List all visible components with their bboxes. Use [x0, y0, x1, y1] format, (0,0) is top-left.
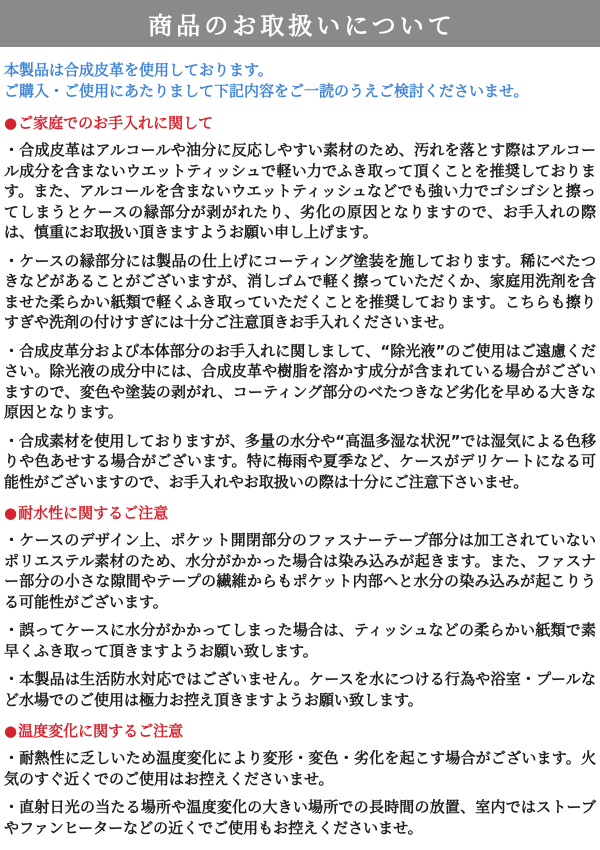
- intro-line-2: ご購入・ご使用にあたりまして下記内容をご一読のうえご検討くださいませ。: [4, 82, 529, 100]
- section-heading-text: 耐水性に関するご注意: [18, 504, 169, 522]
- intro-note: [4, 60, 596, 102]
- paragraph: ・合成皮革分および本体部分のお手入れに関しまして、“除光液”のご使用はご遠慮ください。除光液の成分中には、合成皮革や樹脂を溶かす成分が含まれている場合がございますので、変色や塗装の剥がれ、コーティング部分のべたつきなど劣化を早める大きな原因となります。: [4, 341, 596, 421]
- bullet-circle-icon: ●: [4, 114, 18, 132]
- page-content: [0, 60, 600, 848]
- intro-line-1: 本製品は合成皮革を使用しております。: [4, 61, 273, 79]
- paragraph: ・直射日光の当たる場所や温度変化の大きい場所での長時間の放置、室内ではストーブやファンヒーターなどの近くでご使用もお控えくださいませ。: [4, 798, 596, 837]
- paragraph: ・合成素材を使用しておりますが、多量の水分や“高温多湿な状況”では湿気による色移りや色あせする場合がございます。特に梅雨や夏季など、ケースがデリケートになる可能性がございますので、お手入れやお取扱いの際は十分にご注意下さいませ。: [4, 431, 596, 491]
- paragraph: ・ケースのデザイン上、ポケット開閉部分のファスナーテープ部分は加工されていないポリエステル素材のため、水分がかかった場合は染み込みが起きます。また、ファスナー部分の小さな隙間やテープの繊維からもポケット内部へと水分の染み込みが起こりうる可能性がございます。: [4, 531, 596, 611]
- section-temperature-change: [4, 722, 596, 838]
- page-title: 商品のお取扱いについて: [148, 12, 456, 40]
- section-home-care: [4, 114, 596, 492]
- bullet-circle-icon: ●: [4, 722, 18, 740]
- section-heading-text: ご家庭でのお手入れに関して: [18, 114, 214, 132]
- paragraph: ・耐熱性に乏しいため温度変化により変形・変色・劣化を起こす場合がございます。火気のすぐ近くでのご使用はお控えくださいませ。: [4, 749, 596, 788]
- section-heading-text: 温度変化に関するご注意: [18, 722, 184, 740]
- paragraph: ・誤ってケースに水分がかかってしまった場合は、ティッシュなどの柔らかい紙類で素早くふき取って頂きますようお願い致します。: [4, 621, 596, 660]
- section-water-resistance: [4, 504, 596, 710]
- paragraph: ・ケースの縁部分には製品の仕上げにコーティング塗装を施しております。稀にべたつきなどがあることがございますが、消しゴムで軽く擦っていただくか、家庭用洗剤を含ませた柔らかい紙類で軽くふき取っていただくことを推奨しております。こちらも擦りすぎや洗剤の付けすぎには十分ご注意頂きお手入れくださいませ。: [4, 251, 596, 331]
- paragraph: ・合成皮革はアルコールや油分に反応しやすい素材のため、汚れを落とす際はアルコール成分を含まないウエットティッシュで軽い力でふき取って頂くことを推奨しております。また、アルコールを含まないウエットティッシュなどでも強い力でゴシゴシと擦ってしまうとケースの縁部分が剥がれたり、劣化の原因となりますので、お手入れの際は、慎重にお取扱い頂きますようお願い申し上げます。: [4, 141, 596, 241]
- section-heading-water-resistance: [4, 504, 596, 522]
- page-header: [0, 0, 600, 47]
- section-heading-home-care: [4, 114, 596, 132]
- bullet-circle-icon: ●: [4, 504, 18, 522]
- section-heading-temperature-change: [4, 722, 596, 740]
- paragraph: ・本製品は生活防水対応ではございません。ケースを水につける行為や浴室・プールなど水場でのご使用は極力お控え頂きますようお願い致します。: [4, 670, 596, 709]
